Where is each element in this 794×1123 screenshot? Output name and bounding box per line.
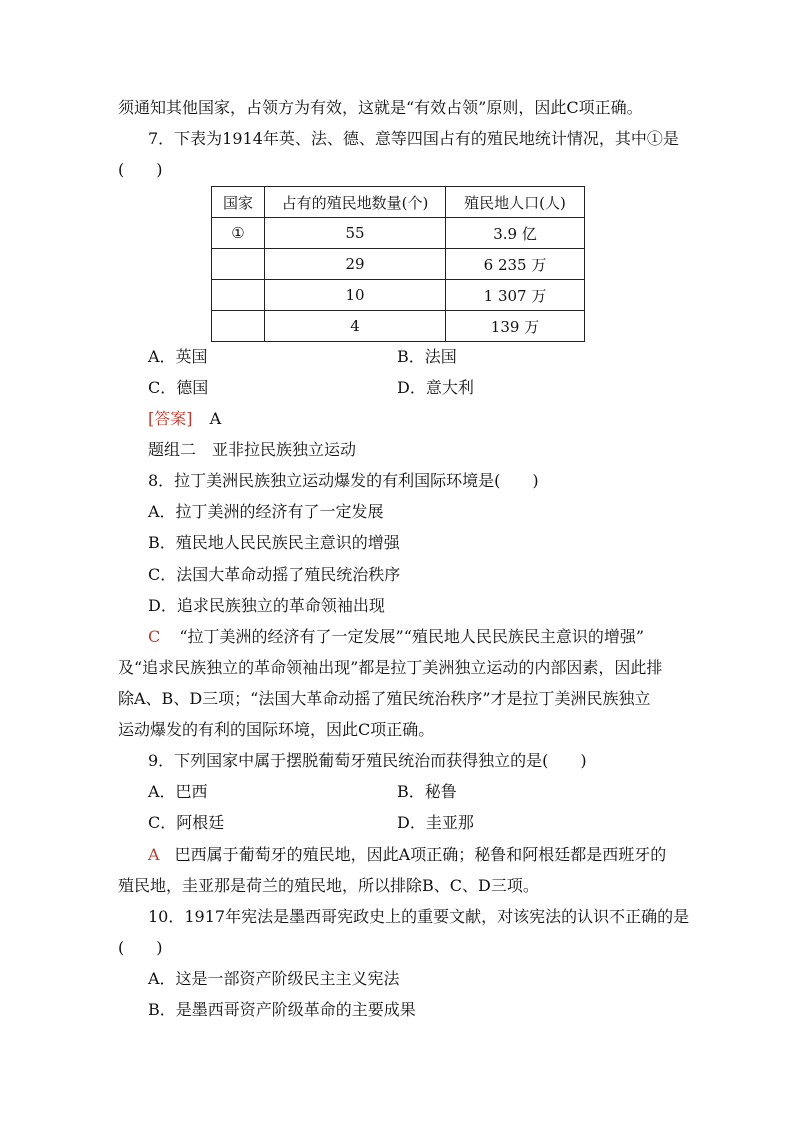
- table-row: [212, 218, 585, 249]
- table-cell: ①: [212, 218, 265, 249]
- explain-text: 巴西属于葡萄牙的殖民地，因此A项正确；秘鲁和阿根廷都是西班牙的: [174, 845, 667, 864]
- table-cell: [212, 280, 265, 311]
- q10-paren: ( ): [118, 938, 163, 957]
- q8-explain-line4: 运动爆发的有利的国际环境，因此C项正确。: [118, 720, 435, 739]
- q7-answer-line: [148, 409, 221, 429]
- q7-stem: 7．下表为1914年英、法、德、意等四国占有的殖民地统计情况，其中①是: [148, 129, 679, 148]
- q7-option-d: D．意大利: [397, 378, 474, 397]
- q8-explain-line1: [148, 627, 644, 647]
- table-row: [212, 249, 585, 280]
- q9-option-a: A．巴西: [148, 782, 208, 801]
- q9-stem: 9．下列国家中属于摆脱葡萄牙殖民统治而获得独立的是( ): [148, 751, 587, 770]
- table-cell: 4: [265, 311, 446, 342]
- table-cell: 6 235 万: [446, 249, 585, 280]
- q10-stem: 10．1917年宪法是墨西哥宪政史上的重要文献，对该宪法的认识不正确的是: [148, 907, 690, 926]
- q8-explain-line3: 除A、B、D三项；“法国大革命动摇了殖民统治秩序”才是拉丁美洲民族独立: [118, 689, 651, 708]
- table-header-row: [212, 187, 585, 218]
- q9-explain-line1: [148, 845, 666, 865]
- q7-option-b: B．法国: [397, 347, 457, 366]
- table-header-cell: 国家: [212, 187, 265, 218]
- q8-explain-line2: 及“追求民族独立的革命领袖出现”都是拉丁美洲独立运动的内部因素，因此排: [118, 658, 663, 677]
- group2-title: 题组二 亚非拉民族独立运动: [148, 440, 357, 459]
- q9-option-c: C．阿根廷: [148, 813, 225, 832]
- table-cell: 55: [265, 218, 446, 249]
- q8-option-b: B．殖民地人民民族民主意识的增强: [148, 533, 400, 552]
- table-cell: 3.9 亿: [446, 218, 585, 249]
- answer-letter: A: [148, 845, 160, 864]
- explain-text: “拉丁美洲的经济有了一定发展”“殖民地人民民族民主意识的增强”: [179, 627, 645, 646]
- table-cell: 1 307 万: [446, 280, 585, 311]
- table-cell: [212, 249, 265, 280]
- q9-explain-line2: 殖民地，圭亚那是荷兰的殖民地，所以排除B、C、D三项。: [118, 876, 539, 895]
- table-row: [212, 311, 585, 342]
- table-cell: 139 万: [446, 311, 585, 342]
- q10-option-a: A．这是一部资产阶级民主主义宪法: [148, 969, 400, 988]
- q9-option-b: B．秘鲁: [397, 782, 457, 801]
- answer-letter: C: [148, 627, 161, 646]
- table-cell: 10: [265, 280, 446, 311]
- intro-line: 须通知其他国家，占领方为有效，这就是“有效占领”原则，因此C项正确。: [118, 98, 643, 117]
- q9-option-d: D．圭亚那: [397, 813, 474, 832]
- q8-option-c: C．法国大革命动摇了殖民统治秩序: [148, 565, 401, 584]
- answer-tag: [答案]: [148, 409, 193, 428]
- q8-stem: 8．拉丁美洲民族独立运动爆发的有利国际环境是( ): [148, 471, 539, 490]
- table-cell: 29: [265, 249, 446, 280]
- table-header-cell: 殖民地人口(人): [446, 187, 585, 218]
- q7-option-a: A．英国: [148, 347, 208, 366]
- table-cell: [212, 311, 265, 342]
- table-header-cell: 占有的殖民地数量(个): [265, 187, 446, 218]
- q7-paren: ( ): [118, 160, 163, 179]
- colony-stats-table: [211, 186, 585, 342]
- q8-option-d: D．追求民族独立的革命领袖出现: [148, 596, 385, 615]
- answer-letter: A: [209, 409, 222, 428]
- q8-option-a: A．拉丁美洲的经济有了一定发展: [148, 502, 384, 521]
- table-row: [212, 280, 585, 311]
- q10-option-b: B．是墨西哥资产阶级革命的主要成果: [148, 1000, 416, 1019]
- q7-option-c: C．德国: [148, 378, 209, 397]
